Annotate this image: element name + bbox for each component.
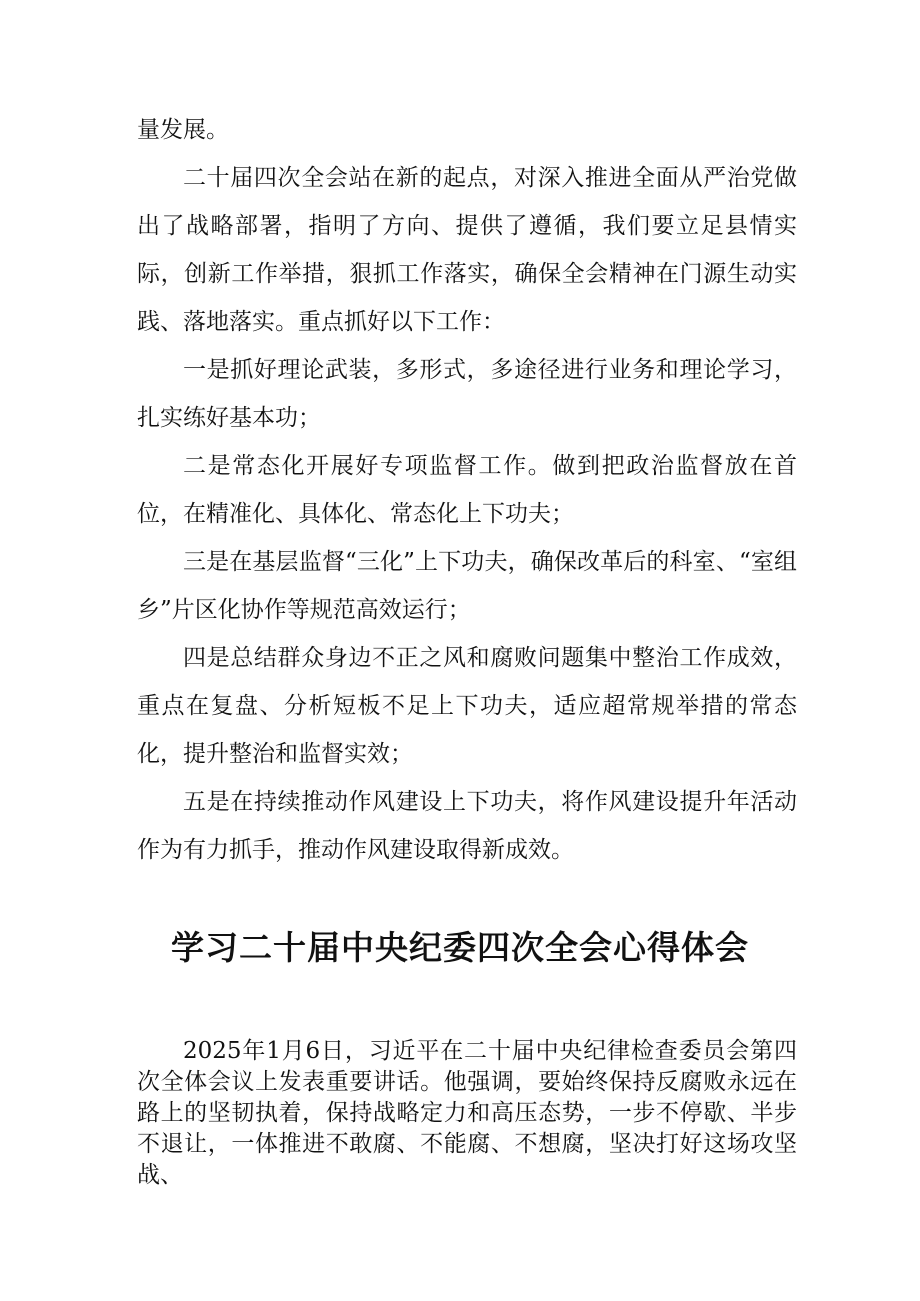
paragraph-intro: 2025年1月6日，习近平在二十届中央纪律检查委员会第四次全体会议上发表重要讲话。他强调，要始终保持反腐败永远在路上的坚韧执着，保持战略定力和高压态势，一步不停歇、半步不退让，一体推进不敢腐、不能腐、不想腐，坚决打好这场攻坚战、 xyxy=(137,1038,797,1188)
paragraph-item-one: 一是抓好理论武装，多形式，多途径进行业务和理论学习，扎实练好基本功； xyxy=(137,357,797,431)
paragraph-item-two: 二是常态化开展好专项监督工作。做到把政治监督放在首位，在精准化、具体化、常态化上下功夫； xyxy=(137,453,797,527)
document-title: 学习二十届中央纪委四次全会心得体会 xyxy=(171,928,749,967)
paragraph-item-four: 四是总结群众身边不正之风和腐败问题集中整治工作成效，重点在复盘、分析短板不足上下功夫，适应超常规举措的常态化，提升整治和监督实效； xyxy=(137,645,797,767)
paragraph-item-five: 五是在持续推动作风建设上下功夫，将作风建设提升年活动作为有力抓手，推动作风建设取得新成效。 xyxy=(137,789,797,863)
paragraph-plenary-deployment: 二十届四次全会站在新的起点，对深入推进全面从严治党做出了战略部署，指明了方向、提供了遵循，我们要立足县情实际，创新工作举措，狠抓工作落实，确保全会精神在门源生动实践、落地落实。重点抓好以下工作： xyxy=(137,165,797,335)
paragraph-continuation: 量发展。 xyxy=(137,117,229,143)
paragraph-item-three: 三是在基层监督“三化”上下功夫，确保改革后的科室、“室组乡”片区化协作等规范高效运行； xyxy=(137,549,797,623)
